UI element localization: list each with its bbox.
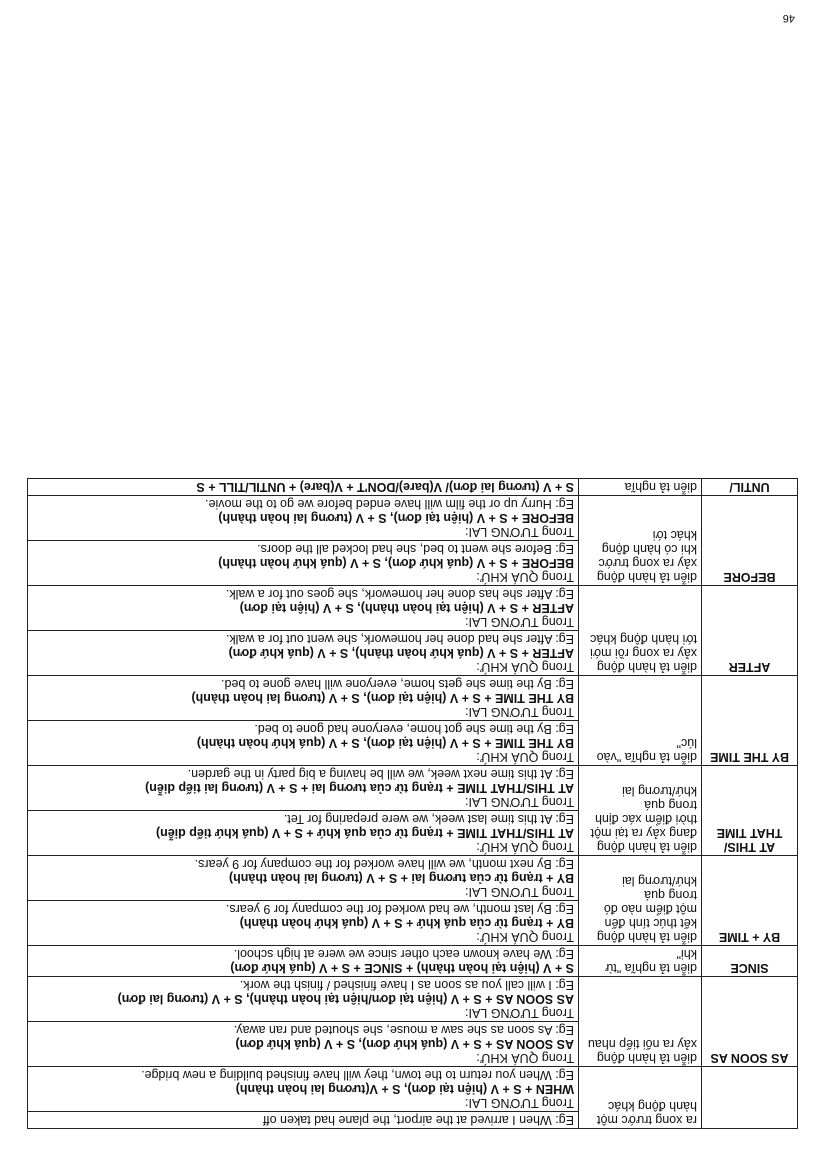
example-sentence: Eg: Before she went to bed, she had locked all the doors. — [257, 542, 574, 556]
usage-cell — [28, 586, 579, 631]
conjunction-cell: BY + TIME — [702, 856, 798, 946]
meaning-cell: diễn tả nghĩa — [579, 479, 702, 496]
meaning-cell: diễn tả nghĩa "vào lúc" — [579, 676, 702, 766]
tense-label: Trong TƯƠNG LAI: — [465, 525, 574, 539]
usage-cell — [28, 631, 579, 676]
usage-cell — [28, 811, 579, 856]
page-number: 46 — [782, 12, 795, 24]
tense-label: Trong QUÁ KHỨ: — [476, 660, 574, 674]
example-sentence: Eg: By the time she gets home, everyone will have gone to bed. — [221, 677, 574, 691]
conjunction-grammar-table — [27, 478, 798, 1129]
example-sentence: Eg: I will call you as soon as I have finished / finish the work. — [239, 978, 574, 992]
example-sentence: Eg: As soon as she saw a mouse, she shouted and ran away. — [233, 1023, 574, 1037]
formula-text: BEFORE + S + V (hiện tại đơn), S + V (tương lai hoàn thành) — [218, 511, 574, 525]
tense-label: Trong TƯƠNG LAI: — [465, 615, 574, 629]
example-sentence: Eg: When I arrived at the airport, the plane had taken off — [262, 1113, 574, 1127]
example-sentence: Eg: By next month, we will have worked for the company for 9 years. — [194, 857, 574, 871]
example-sentence: Eg: We have known each other since we were at high school. — [233, 947, 574, 961]
formula-text: AT THIS/THAT TIME + trạng từ của quá khứ + S + V (quá khứ tiếp diễn) — [155, 826, 574, 840]
formula-text: S + V (hiện tại hoàn thành) + SINCE + S + V (quá khứ đơn) — [230, 961, 574, 975]
table-row — [28, 1112, 798, 1129]
example-sentence: Eg: At this time next week, we will be having a big party in the garden. — [187, 767, 574, 781]
usage-cell — [28, 901, 579, 946]
example-sentence: Eg: At this time last week, we were preparing for Tet. — [283, 812, 574, 826]
usage-cell — [28, 1112, 579, 1129]
formula-text: S + V (tương lai đơn)/ V(bare)/DON'T + V(bare) + UNTIL/TILL + S — [196, 480, 574, 494]
example-sentence: Eg: After she had done her homework, she went out for a walk. — [225, 632, 574, 646]
table-row — [28, 631, 798, 676]
formula-text: BY + trạng từ của quá khứ + S + V (quá khứ hoàn thành) — [239, 916, 574, 930]
table-row — [28, 811, 798, 856]
tense-label: Trong TƯƠNG LAI: — [465, 1096, 574, 1110]
table-row — [28, 946, 798, 977]
table-row — [28, 479, 798, 496]
usage-cell — [28, 541, 579, 586]
example-sentence: Eg: By last month, we had worked for the company for 9 years. — [225, 902, 574, 916]
tense-label: Trong TƯƠNG LAI: — [465, 705, 574, 719]
usage-cell — [28, 496, 579, 541]
meaning-cell: diễn tả nghĩa "từ khi" — [579, 946, 702, 977]
example-sentence: Eg: By the time she got home, everyone had gone to bed. — [254, 722, 574, 736]
formula-text: WHEN + S + V (hiện tại đơn), S + V(tương lai hoàn thành) — [235, 1082, 574, 1096]
example-sentence: Eg: After she has done her homework, she goes out for a walk. — [225, 587, 574, 601]
formula-text: AS SOON AS + S + V (hiện tại đơn/hiện tại hoàn thành), S + V (tương lai đơn) — [117, 992, 574, 1006]
conjunction-cell: UNTIL/ — [702, 479, 798, 496]
formula-text: AT THIS/THAT TIME + trạng từ của tương lai + S + V (tương lai tiếp diễn) — [145, 781, 574, 795]
tense-label: Trong TƯƠNG LAI: — [465, 885, 574, 899]
tense-label: Trong TƯƠNG LAI: — [465, 795, 574, 809]
usage-cell — [28, 977, 579, 1022]
meaning-cell: diễn tả hành động xảy ra nối tiếp nhau — [579, 977, 702, 1067]
example-sentence: Eg: Hurry up or the film will have ended before we go to the movie. — [205, 497, 574, 511]
formula-text: BY + trạng từ của tương lai + S + V (tương lai hoàn thành) — [228, 871, 574, 885]
usage-cell — [28, 856, 579, 901]
meaning-cell: diễn tả hành động kết thúc tính đến một điểm nào đó trong quá khứ/tương lai — [579, 856, 702, 946]
usage-cell — [28, 946, 579, 977]
formula-text: BEFORE + S + V (quá khứ đơn), S + V (quá khứ hoàn thành) — [218, 556, 574, 570]
tense-label: Trong QUÁ KHỨ: — [476, 1051, 574, 1065]
meaning-cell: ra xong trước một hành động khác — [579, 1067, 702, 1129]
conjunction-cell: SINCE — [702, 946, 798, 977]
conjunction-cell: AFTER — [702, 586, 798, 676]
formula-text: BY THE TIME + S + V (hiện tại đơn), S + V (quá khứ hoàn thành) — [196, 736, 574, 750]
tense-label: Trong QUÁ KHỨ: — [476, 570, 574, 584]
usage-cell — [28, 676, 579, 721]
conjunction-cell — [702, 1067, 798, 1129]
tense-label: Trong QUÁ KHỨ: — [476, 750, 574, 764]
usage-cell — [28, 721, 579, 766]
formula-text: AS SOON AS + S + V (quá khứ đơn), S + V (quá khứ đơn) — [235, 1037, 574, 1051]
formula-text: AFTER + S + V (hiện tại hoàn thành), S + V (hiện tại đơn) — [239, 601, 574, 615]
usage-cell — [28, 1022, 579, 1067]
usage-cell — [28, 479, 579, 496]
meaning-cell: diễn tả hành động đang xảy ra tại một thời điểm xác định trong quá khứ/tương lai — [579, 766, 702, 856]
formula-text: BY THE TIME + S + V (hiện tại đơn), S + V (tương lai hoàn thành) — [191, 691, 574, 705]
meaning-cell: diễn tả hành động xảy ra xong rồi mới tới hành động khác — [579, 586, 702, 676]
formula-text: AFTER + S + V (quá khứ hoàn thành), S + V (quá khứ đơn) — [228, 646, 574, 660]
table-row — [28, 721, 798, 766]
table-row — [28, 541, 798, 586]
meaning-cell: diễn tả hành động xảy ra xong trước khi có hành động khác tới — [579, 496, 702, 586]
table-row — [28, 901, 798, 946]
usage-cell — [28, 766, 579, 811]
conjunction-cell: AS SOON AS — [702, 977, 798, 1067]
tense-label: Trong QUÁ KHỨ: — [476, 930, 574, 944]
tense-label: Trong TƯƠNG LAI: — [465, 1006, 574, 1020]
conjunction-cell: AT THIS/ THAT TIME — [702, 766, 798, 856]
tense-label: Trong QUÁ KHỨ: — [476, 840, 574, 854]
example-sentence: Eg: When you return to the town, they will have finished building a new bridge. — [141, 1068, 574, 1082]
conjunction-cell: BY THE TIME — [702, 676, 798, 766]
conjunction-cell: BEFORE — [702, 496, 798, 586]
usage-cell — [28, 1067, 579, 1112]
table-row — [28, 1022, 798, 1067]
